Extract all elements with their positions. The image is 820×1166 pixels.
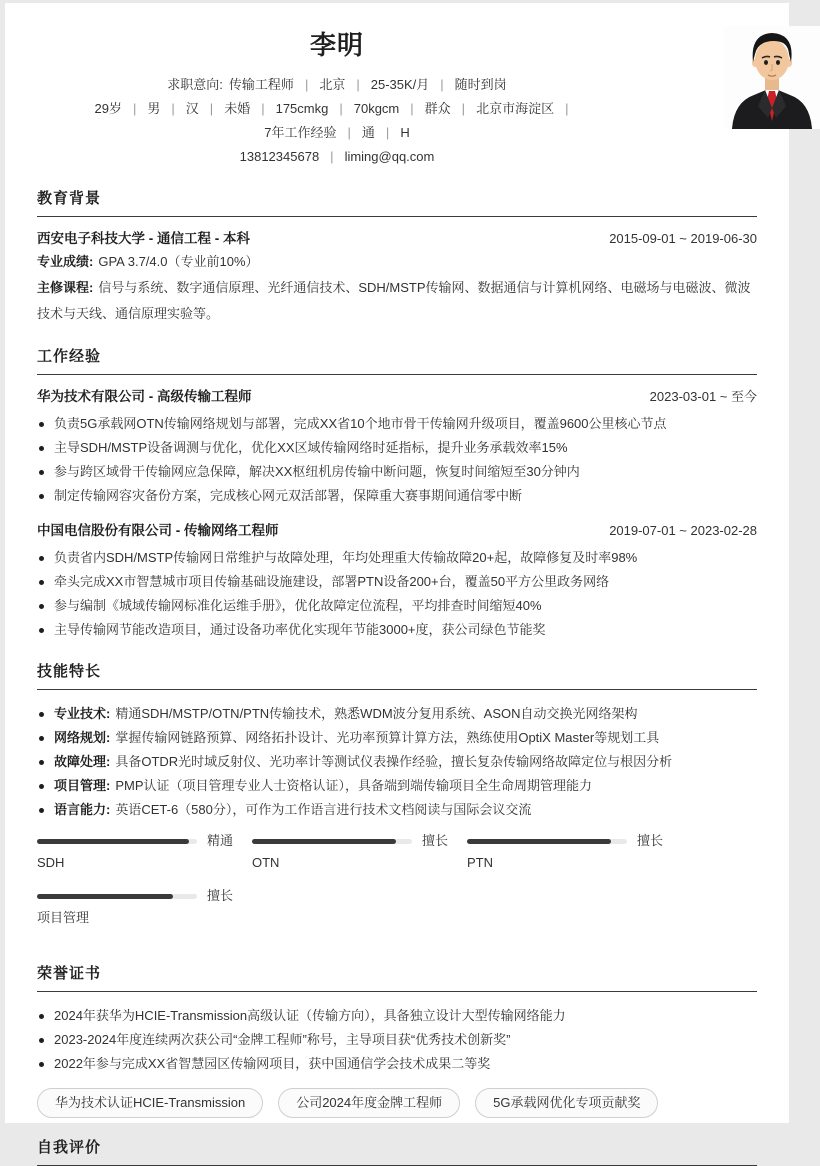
- education-detail-row: [37, 275, 757, 327]
- info-item: 传输工程师 |: [229, 77, 319, 92]
- company-title: 华为技术有限公司 - 高级传输工程师: [37, 389, 252, 404]
- skill-label: 项目管理:: [54, 778, 111, 793]
- skill-text: 精通SDH/MSTP/OTN/PTN传输技术，熟悉WDM波分复用系统、ASON自动交换光网络架构: [115, 706, 638, 721]
- skill-level-label: 精通: [207, 833, 234, 848]
- detail-label: 专业成绩:: [37, 254, 94, 269]
- skill-item: [37, 726, 757, 750]
- job-date: 2019-07-01 ~ 2023-02-28: [609, 523, 757, 538]
- skill-bar-grid: [37, 834, 757, 944]
- skill-name: OTN: [252, 855, 280, 870]
- skill-bar-fill: [37, 894, 173, 899]
- skill-text: PMP认证（项目管理专业人士资格认证），具备端到端传输项目全生命周期管理能力: [115, 778, 593, 793]
- skill-bar-track: [252, 839, 412, 844]
- job-entry: [37, 521, 757, 642]
- section-education: [37, 187, 757, 327]
- skill-bar-track: [37, 839, 197, 844]
- company-title: 中国电信股份有限公司 - 传输网络工程师: [37, 523, 279, 538]
- job-head-row: [37, 387, 757, 407]
- bullet-item: 2022年参与完成XX省智慧园区传输网项目，获中国通信学会技术成果二等奖: [37, 1052, 757, 1076]
- skill-item: [37, 798, 757, 822]
- skill-level-label: 擅长: [207, 888, 234, 903]
- skill-bar-cell: [252, 834, 467, 871]
- info-item: 7年工作经验 |: [264, 125, 362, 140]
- job-bullet-list: [37, 546, 757, 642]
- section-work: [37, 345, 757, 642]
- resume-page: [5, 3, 789, 1156]
- job-intent-items: [229, 77, 507, 92]
- job-list: [37, 387, 757, 642]
- contact-line: [37, 145, 637, 169]
- skill-name: 项目管理: [37, 910, 90, 925]
- education-detail-rows: [37, 249, 757, 327]
- skill-label: 专业技术:: [54, 706, 111, 721]
- bullet-item: 负责5G承载网OTN传输网络规划与部署，完成XX省10个地市骨干传输网升级项目，覆盖9600公里核心节点: [37, 412, 757, 436]
- info-item: 群众 |: [425, 101, 476, 116]
- skill-name: PTN: [467, 855, 493, 870]
- info-item: 175cmkg |: [276, 101, 354, 116]
- honor-tags: [37, 1088, 757, 1118]
- skill-list: [37, 702, 757, 822]
- skill-item: [37, 774, 757, 798]
- section-self-evaluation: [37, 1136, 757, 1166]
- skill-text: 英语CET-6（580分），可作为工作语言进行技术文档阅读与国际会议交流: [115, 802, 532, 817]
- section-honors: [37, 962, 757, 1118]
- basic-info-line-2: [37, 121, 637, 145]
- info-item: 70kgcm |: [354, 101, 425, 116]
- skill-bar-fill: [467, 839, 611, 844]
- bullet-item: 参与跨区域骨干传输网应急保障，解决XX枢纽机房传输中断问题，恢复时间缩短至30分钟内: [37, 460, 757, 484]
- skill-bar-cell: [37, 889, 252, 926]
- skill-bar-line: [37, 889, 252, 903]
- info-item: 随时到岗: [454, 77, 507, 92]
- section-title-honors: 荣誉证书: [37, 962, 757, 992]
- job-head-row: [37, 521, 757, 541]
- education-date: 2015-09-01 ~ 2019-06-30: [609, 231, 757, 246]
- skill-label: 网络规划:: [54, 730, 111, 745]
- bullet-item: 主导SDH/MSTP设备调测与优化，优化XX区域传输网络时延指标，提升业务承载效率15%: [37, 436, 757, 460]
- skill-bar-track: [37, 894, 197, 899]
- info-item: 北京 |: [319, 77, 370, 92]
- info-item: 未婚 |: [224, 101, 275, 116]
- bullet-item: 2024年获华为HCIE-Transmission高级认证（传输方向），具备独立设计大型传输网络能力: [37, 1004, 757, 1028]
- section-skills: [37, 660, 757, 944]
- bullet-item: 负责省内SDH/MSTP传输网日常维护与故障处理，年均处理重大传输故障20+起，故障修复及时率98%: [37, 546, 757, 570]
- info-item: 男 |: [147, 101, 185, 116]
- skill-bar-fill: [37, 839, 189, 844]
- bullet-item: 主导传输网节能改造项目，通过设备功率优化实现年节能3000+度，获公司绿色节能奖: [37, 618, 757, 642]
- basic-info-line-1: [37, 97, 637, 121]
- honor-list: [37, 1004, 757, 1076]
- info-item: 通 |: [362, 125, 400, 140]
- skill-bar-cell: [467, 834, 682, 871]
- skill-item: [37, 702, 757, 726]
- avatar-illustration: [724, 26, 820, 129]
- info-item: 29岁 |: [95, 101, 148, 116]
- section-title-self-evaluation: 自我评价: [37, 1136, 757, 1166]
- skill-bar-line: [467, 834, 682, 848]
- bullet-item: 制定传输网容灾备份方案，完成核心网元双活部署，保障重大赛事期间通信零中断: [37, 484, 757, 508]
- skill-item: [37, 750, 757, 774]
- info-item: 北京市海淀区 |: [476, 101, 579, 116]
- bullet-item: 参与编制《城域传输网标准化运维手册》，优化故障定位流程，平均排查时间缩短40%: [37, 594, 757, 618]
- skill-level-label: 擅长: [422, 833, 449, 848]
- info-item: 汉 |: [186, 101, 224, 116]
- section-title-work: 工作经验: [37, 345, 757, 375]
- skill-label: 故障处理:: [54, 754, 111, 769]
- skill-text: 掌握传输网链路预算、网络拓扑设计、光功率预算计算方法，熟练使用OptiX Master等规划工具: [115, 730, 660, 745]
- skill-name: SDH: [37, 855, 65, 870]
- skill-bar-track: [467, 839, 627, 844]
- section-title-skills: 技能特长: [37, 660, 757, 690]
- candidate-name: 李明: [309, 30, 364, 60]
- resume-header: [37, 30, 757, 169]
- detail-text: GPA 3.7/4.0（专业前10%）: [98, 254, 259, 269]
- job-bullet-list: [37, 412, 757, 508]
- skill-bar-fill: [252, 839, 396, 844]
- job-date: 2023-03-01 ~ 至今: [649, 389, 757, 404]
- info-item: 13812345678 |: [240, 149, 345, 164]
- skill-bar-line: [252, 834, 467, 848]
- education-head-row: [37, 229, 757, 249]
- detail-text: 信号与系统、数字通信原理、光纤通信技术、SDH/MSTP传输网、数据通信与计算机网络、电磁场与电磁波、微波技术与天线、通信原理实验等。: [37, 280, 751, 321]
- skill-level-label: 擅长: [637, 833, 664, 848]
- honor-tag: 华为技术认证HCIE-Transmission: [37, 1088, 263, 1118]
- honor-tag: 5G承载网优化专项贡献奖: [475, 1088, 658, 1118]
- info-item: H: [400, 125, 410, 140]
- education-detail-row: [37, 249, 757, 275]
- honor-tag: 公司2024年度金牌工程师: [278, 1088, 460, 1118]
- info-item: 25-35K/月 |: [371, 77, 455, 92]
- profile-photo: [724, 26, 820, 129]
- job-intent-line: [37, 73, 637, 97]
- job-entry: [37, 387, 757, 508]
- section-title-education: 教育背景: [37, 187, 757, 217]
- skill-label: 语言能力:: [54, 802, 111, 817]
- school-name: 西安电子科技大学 - 通信工程 - 本科: [37, 231, 250, 246]
- skill-bar-line: [37, 834, 252, 848]
- skill-text: 具备OTDR光时域反射仪、光功率计等测试仪表操作经验，擅长复杂传输网络故障定位与根因分析: [115, 754, 673, 769]
- bullet-item: 牵头完成XX市智慧城市项目传输基础设施建设，部署PTN设备200+台，覆盖50平方公里政务网络: [37, 570, 757, 594]
- detail-label: 主修课程:: [37, 280, 94, 295]
- job-intent-label: 求职意向:: [167, 77, 223, 92]
- skill-bar-cell: [37, 834, 252, 871]
- bullet-item: 2023-2024年度连续两次获公司“金牌工程师”称号，主导项目获“优秀技术创新奖”: [37, 1028, 757, 1052]
- info-item: liming@qq.com: [344, 149, 435, 164]
